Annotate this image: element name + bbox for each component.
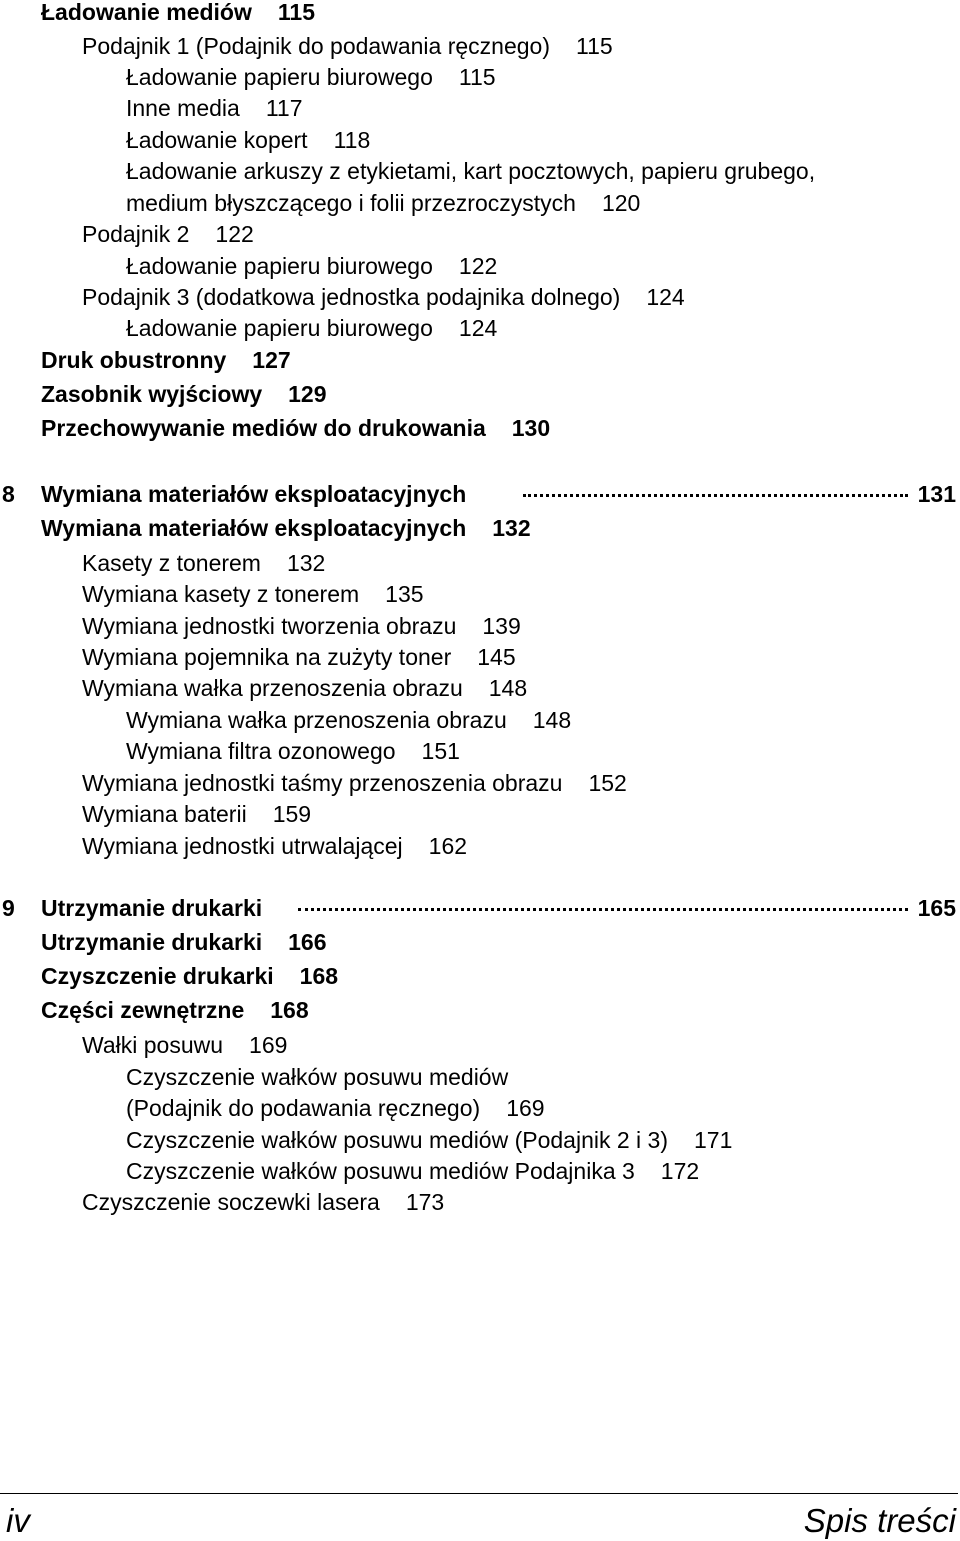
chapter-number: 8 [2,481,15,507]
footer-divider [0,1493,958,1494]
toc-entry[interactable] [82,580,424,608]
toc-entry-title: Zasobnik wyjściowy [41,381,263,407]
toc-entry-page: 148 [488,675,528,701]
toc-entry[interactable] [41,0,315,26]
toc-entry-title: Ładowanie papieru biurowego [126,315,433,341]
toc-entry-title: Ładowanie papieru biurowego [126,253,433,279]
toc-entry-page: 139 [482,613,521,639]
toc-entry-title: Części zewnętrzne [41,997,245,1023]
toc-entry-page: 145 [477,644,516,670]
toc-entry[interactable] [126,1094,545,1122]
toc-entry-title: Utrzymanie drukarki [41,929,263,955]
toc-entry-title: Ładowanie papieru biurowego [126,64,433,90]
toc-entry-page: 168 [299,963,339,989]
toc-entry[interactable] [41,346,291,374]
toc-entry-title: Ładowanie arkuszy z etykietami, kart pocztowych, papieru grubego, [126,158,816,184]
chapter-title: Wymiana materiałów eksploatacyjnych [41,481,467,507]
toc-entry-title: Wymiana baterii [82,801,247,827]
toc-entry-title: Ładowanie mediów [41,0,252,25]
toc-entry[interactable] [41,996,309,1024]
toc-entry-title: Podajnik 2 [82,221,190,247]
toc-entry-page: 159 [272,801,312,827]
toc-entry[interactable] [82,1031,287,1059]
toc-entry[interactable] [82,220,254,248]
toc-entry-page: 173 [405,1189,445,1215]
toc-entry-title: Wymiana jednostki tworzenia obrazu [82,613,457,639]
toc-entry-title: Czyszczenie soczewki lasera [82,1189,380,1215]
toc-entry[interactable] [82,832,467,860]
toc-entry-title: (Podajnik do podawania ręcznego) [126,1095,481,1121]
toc-entry-page: 152 [588,770,627,796]
toc-entry-page: 169 [506,1095,545,1121]
toc-entry-title: Wymiana jednostki utrwalającej [82,833,403,859]
toc-entry-title: Wymiana materiałów eksploatacyjnych [41,515,467,541]
toc-entry-title: Inne media [126,95,240,121]
toc-entry-title: Wymiana wałka przenoszenia obrazu [82,675,463,701]
toc-entry-title: medium błyszczącego i folii przezroczystych [126,190,576,216]
toc-entry[interactable] [126,157,815,185]
toc-entry[interactable] [82,32,613,60]
toc-entry-page: 135 [385,581,424,607]
footer-page-number: iv [6,1502,30,1539]
toc-entry-page: 127 [252,347,291,373]
toc-entry[interactable] [126,189,640,217]
toc-entry-page: 115 [277,0,315,25]
toc-entry-page: 151 [421,738,460,764]
toc-entry[interactable] [82,612,521,640]
toc-entry-page: 168 [270,997,309,1023]
toc-entry[interactable] [41,380,327,408]
toc-entry-title: Wałki posuwu [82,1032,224,1058]
toc-entry-title: Kasety z tonerem [82,550,261,576]
toc-entry-title: Czyszczenie wałków posuwu mediów (Podajnik 2 i 3) [126,1127,669,1153]
toc-entry-title: Wymiana jednostki taśmy przenoszenia obrazu [82,770,563,796]
toc-entry[interactable] [82,674,527,702]
toc-entry[interactable] [126,94,302,122]
toc-entry-page: 124 [458,315,498,341]
toc-entry-title: Czyszczenie wałków posuwu mediów [126,1064,509,1090]
toc-entry[interactable] [41,414,550,442]
footer-section-title: Spis treści [803,1502,956,1539]
toc-entry-page: 132 [286,550,326,576]
toc-entry-title: Wymiana filtra ozonowego [126,738,396,764]
toc-entry[interactable] [126,63,496,91]
toc-entry[interactable] [126,126,370,154]
toc-entry-page: 124 [646,284,685,310]
toc-entry-title: Druk obustronny [41,347,227,373]
toc-entry-title: Wymiana pojemnika na zużyty toner [82,644,452,670]
toc-entry[interactable] [41,928,327,956]
toc-entry-page: 115 [458,64,496,90]
toc-entry[interactable] [126,1063,508,1091]
toc-entry-title: Przechowywanie mediów do drukowania [41,415,486,441]
toc-entry[interactable] [82,800,311,828]
toc-entry-page: 115 [575,33,613,59]
dot-leader [298,908,908,911]
toc-entry-page: 132 [492,515,531,541]
toc-entry-page: 162 [428,833,468,859]
toc-entry[interactable] [82,1188,444,1216]
toc-entry[interactable] [126,1126,732,1154]
toc-entry[interactable] [126,1157,699,1185]
toc-entry[interactable] [82,643,516,671]
toc-entry[interactable] [126,252,497,280]
toc-entry-page: 130 [511,415,551,441]
chapter-title: Utrzymanie drukarki [41,895,263,921]
toc-entry-title: Czyszczenie drukarki [41,963,274,989]
toc-entry-page: 171 [694,1127,733,1153]
toc-entry-page: 148 [532,707,572,733]
toc-entry[interactable] [126,737,460,765]
toc-entry[interactable] [82,549,325,577]
toc-entry[interactable] [41,514,531,542]
toc-entry-page: 129 [288,381,327,407]
toc-entry[interactable] [41,962,338,990]
toc-entry-page: 172 [660,1158,700,1184]
chapter-number: 9 [2,895,15,921]
toc-entry-title: Wymiana kasety z tonerem [82,581,360,607]
toc-entry-title: Podajnik 1 (Podajnik do podawania ręcznego) [82,33,550,59]
toc-entry[interactable] [82,283,685,311]
toc-entry-title: Ładowanie kopert [126,127,308,153]
toc-entry[interactable] [126,706,571,734]
toc-entry-page: 122 [215,221,254,247]
chapter-page: 131 [917,481,956,507]
toc-entry-page: 169 [249,1032,288,1058]
toc-entry-page: 166 [288,929,327,955]
toc-entry-page: 117 [265,95,303,121]
toc-entry[interactable] [82,769,627,797]
dot-leader [523,494,908,497]
toc-entry-page: 118 [333,127,371,153]
toc-entry-title: Czyszczenie wałków posuwu mediów Podajnika 3 [126,1158,635,1184]
toc-entry-title: Wymiana wałka przenoszenia obrazu [126,707,507,733]
toc-entry-title: Podajnik 3 (dodatkowa jednostka podajnika dolnego) [82,284,621,310]
chapter-page: 165 [917,895,956,921]
toc-entry-page: 120 [601,190,641,216]
toc-entry-page: 122 [458,253,498,279]
toc-entry[interactable] [126,314,497,342]
